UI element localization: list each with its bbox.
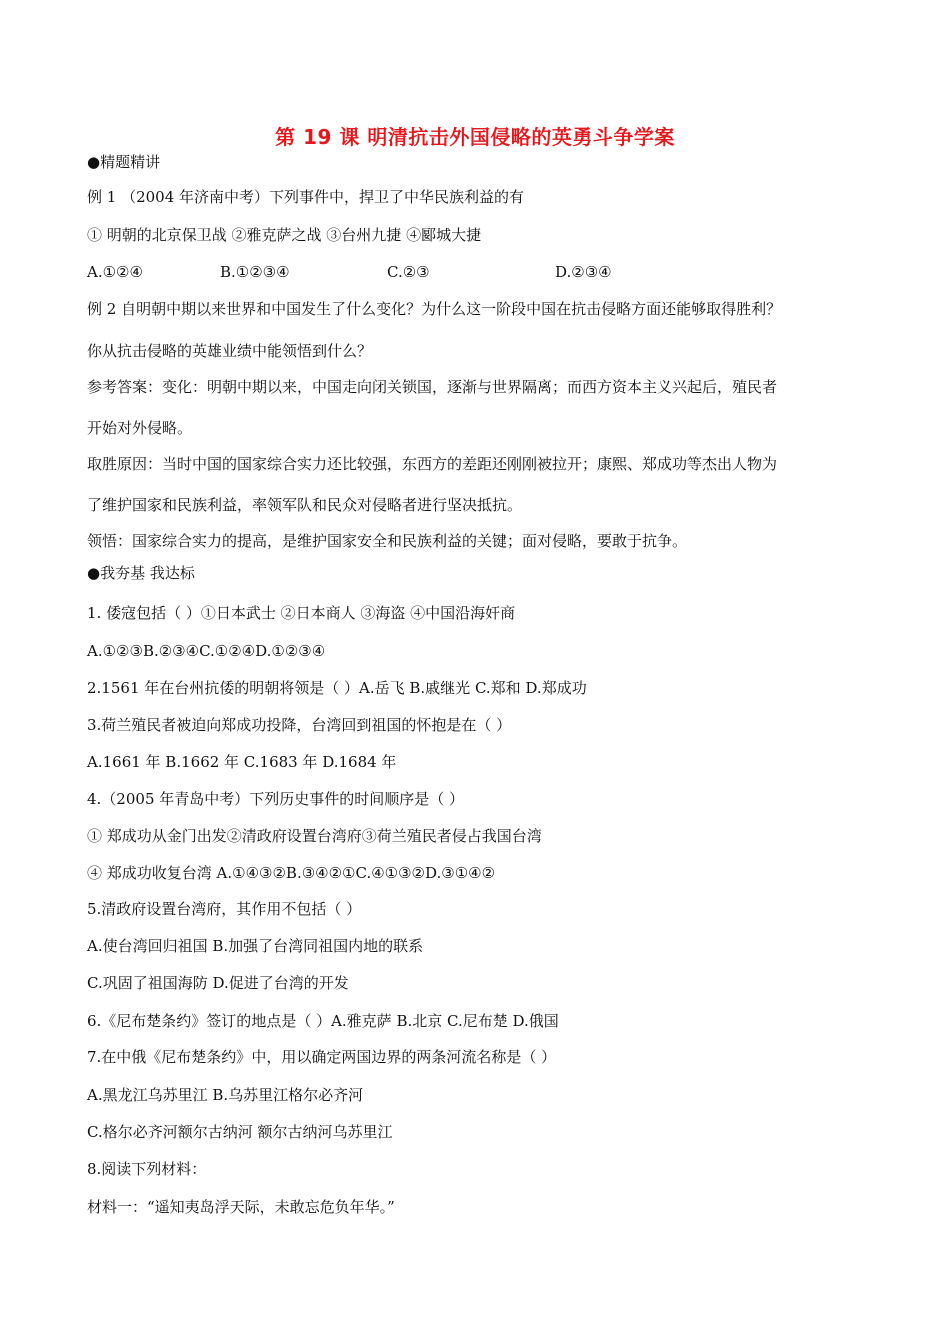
question-6: 6.《尼布楚条约》签订的地点是（ ）A.雅克萨 B.北京 C.尼布楚 D.俄国 bbox=[87, 1012, 559, 1030]
question-8: 8.阅读下列材料： bbox=[87, 1160, 207, 1178]
option-a: A.①②④ bbox=[87, 263, 143, 281]
question-5: 5.清政府设置台湾府，其作用不包括（ ） bbox=[87, 900, 362, 918]
example1-items: ① 明朝的北京保卫战 ②雅克萨之战 ③台州九捷 ④郾城大捷 bbox=[87, 226, 482, 244]
question-8-material-1: 材料一：“遥知夷岛浮天际，未敢忘危负年华。” bbox=[87, 1198, 395, 1216]
question-7: 7.在中俄《尼布楚条约》中，用以确定两国边界的两条河流名称是（ ） bbox=[87, 1048, 557, 1066]
page-title: 第 19 课 明清抗击外国侵略的英勇斗争学案 bbox=[275, 125, 675, 149]
question-3-options: A.1661 年 B.1662 年 C.1683 年 D.1684 年 bbox=[87, 753, 397, 771]
answer-line2: 开始对外侵略。 bbox=[87, 419, 193, 437]
question-1-options: A.①②③B.②③④C.①②④D.①②③④ bbox=[87, 642, 326, 660]
question-4: 4.（2005 年青岛中考）下列历史事件的时间顺序是（ ） bbox=[87, 790, 465, 808]
question-5-options-b: C.巩固了祖国海防 D.促进了台湾的开发 bbox=[87, 974, 349, 992]
question-4-items: ① 郑成功从金门出发②清政府设置台湾府③荷兰殖民者侵占我国台湾 bbox=[87, 827, 542, 845]
answer-line1: 参考答案：变化：明朝中期以来，中国走向闭关锁国，逐渐与世界隔离；而西方资本主义兴起后，殖民者 bbox=[87, 378, 778, 396]
answer-line5: 领悟：国家综合实力的提高，是维护国家安全和民族利益的关键；面对侵略，要敢于抗争。 bbox=[87, 532, 688, 550]
option-c: C.②③ bbox=[387, 263, 430, 281]
example2-question-line2: 你从抗击侵略的英雄业绩中能领悟到什么？ bbox=[87, 342, 373, 360]
question-7-options-a: A.黑龙江乌苏里江 B.乌苏里江格尔必齐河 bbox=[87, 1086, 364, 1104]
section-heading-practice: ●我夯基 我达标 bbox=[87, 564, 195, 582]
section-heading-examples: ●精题精讲 bbox=[87, 153, 161, 171]
answer-line4: 了维护国家和民族利益，率领军队和民众对侵略者进行坚决抵抗。 bbox=[87, 496, 523, 514]
example1-question: 例 1 （2004 年济南中考）下列事件中，捍卫了中华民族利益的有 bbox=[87, 188, 525, 206]
question-2: 2.1561 年在台州抗倭的明朝将领是（ ）A.岳飞 B.戚继光 C.郑和 D.郑成功 bbox=[87, 679, 587, 697]
example2-question-line1: 例 2 自明朝中期以来世界和中国发生了什么变化？为什么这一阶段中国在抗击侵略方面还能够取得胜利？ bbox=[87, 300, 782, 318]
question-1: 1. 倭寇包括（ ）①日本武士 ②日本商人 ③海盗 ④中国沿海奸商 bbox=[87, 604, 516, 622]
example1-options bbox=[87, 262, 847, 282]
option-b: B.①②③④ bbox=[220, 263, 290, 281]
question-5-options-a: A.使台湾回归祖国 B.加强了台湾同祖国内地的联系 bbox=[87, 937, 424, 955]
answer-line3: 取胜原因：当时中国的国家综合实力还比较强，东西方的差距还刚刚被拉开；康熙、郑成功等杰出人物为 bbox=[87, 455, 778, 473]
option-d: D.②③④ bbox=[555, 263, 612, 281]
question-3: 3.荷兰殖民者被迫向郑成功投降，台湾回到祖国的怀抱是在（ ） bbox=[87, 716, 512, 734]
question-4-items-options: ④ 郑成功收复台湾 A.①④③②B.③④②①C.④①③②D.③①④② bbox=[87, 864, 496, 882]
question-7-options-b: C.格尔必齐河额尔古纳河 额尔古纳河乌苏里江 bbox=[87, 1123, 393, 1141]
